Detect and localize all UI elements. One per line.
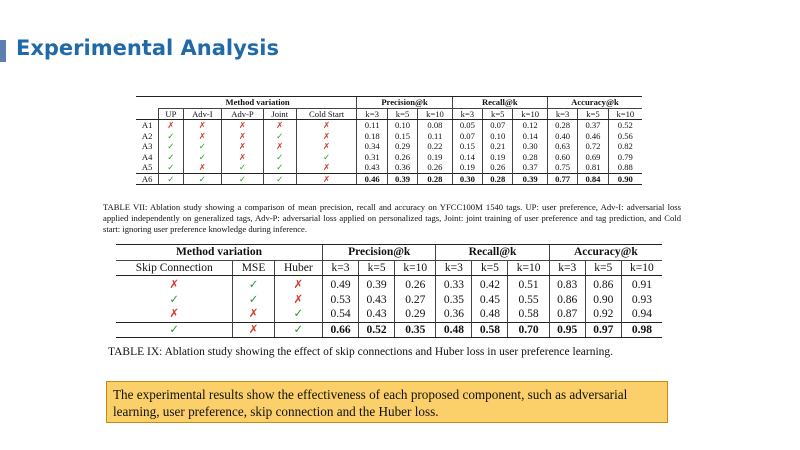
precision-cell: 0.49: [323, 276, 359, 293]
accuracy-cell: 0.90: [585, 293, 621, 308]
flag-cell: ✓: [159, 173, 183, 185]
recall-cell: 0.42: [472, 276, 508, 293]
flag-cell: ✗: [183, 131, 222, 142]
row-id-cell: A4: [141, 151, 153, 162]
flag-cell: ✗: [233, 307, 274, 322]
recall-cell: 0.58: [508, 307, 549, 322]
column-header: k=3: [323, 260, 359, 276]
precision-cell: 0.11: [418, 131, 452, 142]
recall-cell: 0.21: [483, 141, 513, 152]
accuracy-cell: 0.37: [578, 120, 608, 131]
precision-cell: 0.43: [357, 162, 387, 173]
flag-cell: ✗: [222, 152, 264, 163]
accuracy-cell: 0.92: [585, 307, 621, 322]
column-header: k=10: [608, 108, 642, 120]
precision-cell: 0.18: [357, 131, 387, 142]
accuracy-cell: 0.83: [549, 276, 585, 293]
accuracy-cell: 0.95: [549, 322, 585, 338]
flag-cell: ✗: [159, 120, 183, 131]
precision-cell: 0.29: [395, 307, 436, 322]
column-header: k=3: [549, 260, 585, 276]
accuracy-cell: 0.88: [608, 162, 642, 173]
column-header: k=5: [387, 108, 417, 120]
column-header: k=10: [418, 108, 452, 120]
recall-cell: 0.58: [472, 322, 508, 338]
blank-header: [136, 108, 159, 120]
table-row: [136, 141, 642, 152]
group-header: Method variation: [159, 97, 357, 109]
accuracy-cell: 0.86: [549, 293, 585, 308]
precision-cell: 0.52: [359, 322, 395, 338]
table-vii-caption: TABLE VII: Ablation study showing a comparison of mean precision, recall and accuracy on YFCC100M 1540 tags. UP: user preference, Adv-I: adversarial loss applied independently on generalized tags, Adv-P: adversarial loss applied on personalized tags, Joint: joint training of user preference and tag prediction, and Cold start: ignoring user preference knowledge during inference.: [103, 202, 681, 234]
recall-cell: 0.28: [513, 152, 547, 163]
flag-cell: ✓: [233, 293, 274, 308]
table-row: [136, 173, 642, 185]
flag-cell: ✓: [222, 162, 264, 173]
flag-cell: ✗: [274, 276, 322, 293]
group-header: Precision@k: [323, 245, 436, 261]
row-id-cell: A1: [141, 120, 153, 130]
flag-cell: ✓: [222, 173, 264, 185]
precision-cell: 0.35: [395, 322, 436, 338]
flag-cell: ✓: [263, 162, 296, 173]
flag-cell: ✗: [222, 141, 264, 152]
accuracy-cell: 0.46: [578, 131, 608, 142]
flag-cell: ✓: [263, 131, 296, 142]
precision-cell: 0.11: [357, 120, 387, 131]
recall-cell: 0.36: [436, 307, 472, 322]
column-header: k=3: [436, 260, 472, 276]
table-row: [116, 276, 662, 293]
accuracy-cell: 0.77: [547, 173, 577, 185]
flag-cell: ✗: [222, 131, 264, 142]
accuracy-cell: 0.86: [585, 276, 621, 293]
precision-cell: 0.27: [395, 293, 436, 308]
recall-cell: 0.37: [513, 162, 547, 173]
column-header: Skip Connection: [116, 260, 233, 276]
flag-cell: ✓: [159, 162, 183, 173]
recall-cell: 0.15: [452, 141, 482, 152]
flag-cell: ✗: [296, 131, 357, 142]
precision-cell: 0.26: [387, 152, 417, 163]
group-header: Accuracy@k: [549, 245, 662, 261]
precision-cell: 0.43: [359, 307, 395, 322]
precision-cell: 0.28: [418, 173, 452, 185]
flag-cell: ✗: [169, 279, 180, 291]
column-header: k=3: [547, 108, 577, 120]
flag-cell: ✗: [183, 162, 222, 173]
accuracy-cell: 0.79: [608, 152, 642, 163]
precision-cell: 0.08: [418, 120, 452, 131]
accuracy-cell: 0.97: [585, 322, 621, 338]
accuracy-cell: 0.98: [621, 322, 662, 338]
column-header: k=5: [578, 108, 608, 120]
accuracy-cell: 0.75: [547, 162, 577, 173]
flag-cell: ✓: [183, 173, 222, 185]
group-header: Recall@k: [452, 97, 547, 109]
recall-cell: 0.48: [472, 307, 508, 322]
blank-header: [136, 97, 159, 109]
accuracy-cell: 0.72: [578, 141, 608, 152]
precision-cell: 0.26: [418, 162, 452, 173]
table-row: [116, 322, 662, 338]
flag-cell: ✓: [274, 307, 322, 322]
flag-cell: ✗: [296, 173, 357, 185]
table-ix-caption: TABLE IX: Ablation study showing the effect of skip connections and Huber loss in user preference learning.: [108, 346, 614, 358]
precision-cell: 0.19: [418, 152, 452, 163]
precision-cell: 0.66: [323, 322, 359, 338]
flag-cell: ✗: [263, 141, 296, 152]
precision-cell: 0.29: [387, 141, 417, 152]
recall-cell: 0.39: [513, 173, 547, 185]
row-id-cell: A2: [141, 130, 153, 141]
column-header: k=5: [483, 108, 513, 120]
row-id-cell: A5: [141, 162, 153, 172]
precision-cell: 0.31: [357, 152, 387, 163]
table-row: [116, 293, 662, 308]
table-row: [136, 162, 642, 173]
title-accent-bar: [0, 40, 6, 62]
column-header: Joint: [263, 108, 296, 120]
table-row: [116, 307, 662, 322]
slide-title: Experimental Analysis: [16, 36, 279, 60]
precision-cell: 0.43: [359, 293, 395, 308]
recall-cell: 0.48: [436, 322, 472, 338]
recall-cell: 0.45: [472, 293, 508, 308]
column-header: Adv-P: [222, 108, 264, 120]
flag-cell: ✓: [159, 152, 183, 163]
accuracy-cell: 0.63: [547, 141, 577, 152]
precision-cell: 0.46: [357, 173, 387, 185]
flag-cell: ✓: [169, 293, 180, 306]
column-header: Huber: [274, 260, 322, 276]
table-row: [136, 131, 642, 142]
group-header: Recall@k: [436, 245, 549, 261]
accuracy-cell: 0.69: [578, 152, 608, 163]
accuracy-cell: 0.82: [608, 141, 642, 152]
column-header: k=10: [508, 260, 549, 276]
recall-cell: 0.10: [483, 131, 513, 142]
flag-cell: ✗: [296, 141, 357, 152]
flag-cell: ✓: [183, 152, 222, 163]
recall-cell: 0.28: [483, 173, 513, 185]
accuracy-cell: 0.56: [608, 131, 642, 142]
accuracy-cell: 0.52: [608, 120, 642, 131]
accuracy-cell: 0.91: [621, 276, 662, 293]
accuracy-cell: 0.28: [547, 120, 577, 131]
recall-cell: 0.33: [436, 276, 472, 293]
ablation-table-ix: [116, 244, 662, 338]
flag-cell: ✗: [274, 293, 322, 308]
recall-cell: 0.07: [483, 120, 513, 131]
column-header: k=3: [452, 108, 482, 120]
accuracy-cell: 0.93: [621, 293, 662, 308]
column-header: Cold Start: [296, 108, 357, 120]
flag-cell: ✓: [296, 152, 357, 163]
column-header: k=5: [359, 260, 395, 276]
table-row: [136, 152, 642, 163]
flag-cell: ✗: [263, 120, 296, 131]
group-header: Method variation: [116, 245, 323, 261]
flag-cell: ✓: [116, 322, 233, 338]
accuracy-cell: 0.81: [578, 162, 608, 173]
precision-cell: 0.54: [323, 307, 359, 322]
column-header: k=10: [621, 260, 662, 276]
group-header: Precision@k: [357, 97, 452, 109]
accuracy-cell: 0.90: [608, 173, 642, 185]
recall-cell: 0.30: [452, 173, 482, 185]
table-row: [136, 120, 642, 131]
precision-cell: 0.53: [323, 293, 359, 308]
flag-cell: ✓: [263, 173, 296, 185]
recall-cell: 0.14: [452, 152, 482, 163]
row-id-cell: A6: [136, 173, 159, 185]
flag-cell: ✓: [159, 131, 183, 142]
group-header: Accuracy@k: [547, 97, 642, 109]
recall-cell: 0.12: [513, 120, 547, 131]
accuracy-cell: 0.40: [547, 131, 577, 142]
precision-cell: 0.36: [387, 162, 417, 173]
flag-cell: ✗: [296, 120, 357, 131]
precision-cell: 0.10: [387, 120, 417, 131]
precision-cell: 0.34: [357, 141, 387, 152]
recall-cell: 0.07: [452, 131, 482, 142]
column-header: k=5: [585, 260, 621, 276]
flag-cell: ✗: [233, 322, 274, 338]
recall-cell: 0.05: [452, 120, 482, 131]
conclusion-note-box: The experimental results show the effectiveness of each proposed component, such as adversarial learning, user preference, skip connection and the Huber loss.: [106, 381, 668, 423]
flag-cell: ✗: [296, 162, 357, 173]
recall-cell: 0.19: [483, 152, 513, 163]
accuracy-cell: 0.60: [547, 152, 577, 163]
flag-cell: ✓: [159, 141, 183, 152]
recall-cell: 0.55: [508, 293, 549, 308]
column-header: Adv-I: [183, 108, 222, 120]
flag-cell: ✗: [183, 120, 222, 131]
column-header: k=10: [513, 108, 547, 120]
accuracy-cell: 0.87: [549, 307, 585, 322]
flag-cell: ✗: [169, 308, 180, 320]
flag-cell: ✗: [222, 120, 264, 131]
recall-cell: 0.14: [513, 131, 547, 142]
precision-cell: 0.15: [387, 131, 417, 142]
row-id-cell: A3: [141, 141, 153, 151]
ablation-table-vii: [136, 96, 642, 185]
column-header: UP: [159, 108, 183, 120]
recall-cell: 0.35: [436, 293, 472, 308]
accuracy-cell: 0.94: [621, 307, 662, 322]
precision-cell: 0.26: [395, 276, 436, 293]
recall-cell: 0.51: [508, 276, 549, 293]
recall-cell: 0.70: [508, 322, 549, 338]
flag-cell: ✓: [263, 152, 296, 163]
precision-cell: 0.39: [387, 173, 417, 185]
column-header: MSE: [233, 260, 274, 276]
flag-cell: ✓: [183, 141, 222, 152]
column-header: k=5: [472, 260, 508, 276]
column-header: k=3: [357, 108, 387, 120]
recall-cell: 0.26: [483, 162, 513, 173]
column-header: k=10: [395, 260, 436, 276]
recall-cell: 0.30: [513, 141, 547, 152]
recall-cell: 0.19: [452, 162, 482, 173]
flag-cell: ✓: [274, 322, 322, 338]
flag-cell: ✓: [233, 276, 274, 293]
precision-cell: 0.22: [418, 141, 452, 152]
precision-cell: 0.39: [359, 276, 395, 293]
accuracy-cell: 0.84: [578, 173, 608, 185]
